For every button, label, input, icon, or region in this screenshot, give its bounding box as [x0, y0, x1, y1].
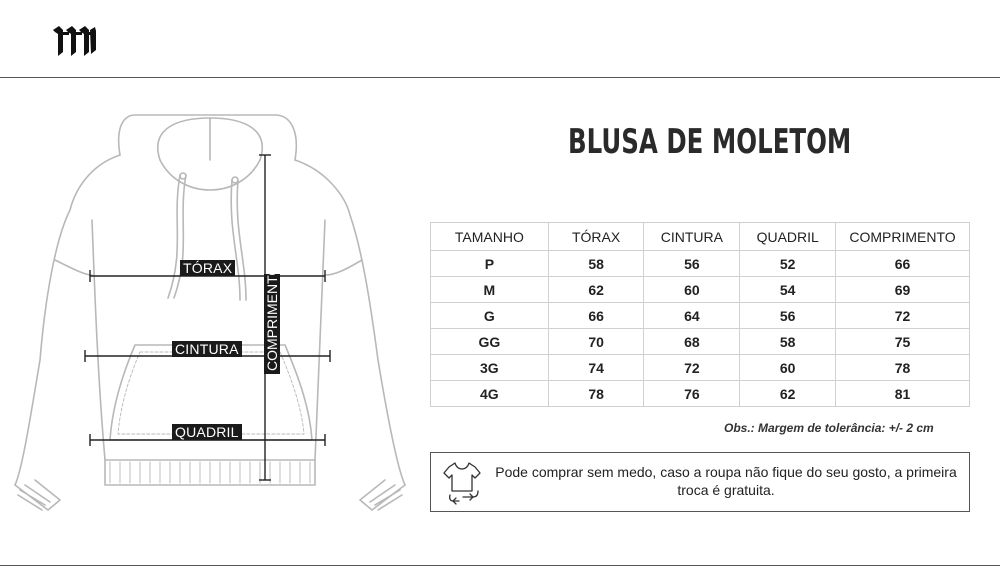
table-cell: 72 — [836, 303, 970, 329]
tshirt-exchange-icon — [441, 459, 485, 505]
table-cell: 56 — [644, 251, 740, 277]
table-cell: 52 — [740, 251, 836, 277]
table-cell: 4G — [431, 381, 549, 407]
column-header: TAMANHO — [431, 223, 549, 251]
column-header: QUADRIL — [740, 223, 836, 251]
chest-measure-label: TÓRAX — [180, 260, 235, 276]
bottom-divider — [0, 565, 1000, 566]
table-cell: 64 — [644, 303, 740, 329]
table-cell: M — [431, 277, 549, 303]
table-cell: 72 — [644, 355, 740, 381]
table-cell: 70 — [548, 329, 644, 355]
table-cell: G — [431, 303, 549, 329]
table-cell: GG — [431, 329, 549, 355]
table-cell: 62 — [548, 277, 644, 303]
table-cell: 78 — [548, 381, 644, 407]
table-cell: 3G — [431, 355, 549, 381]
table-cell: P — [431, 251, 549, 277]
table-cell: 60 — [644, 277, 740, 303]
table-cell: 78 — [836, 355, 970, 381]
table-cell: 62 — [740, 381, 836, 407]
table-cell: 76 — [644, 381, 740, 407]
exchange-note-text: Pode comprar sem medo, caso a roupa não fique do seu gosto, a primeira troca é gratuita. — [495, 464, 957, 498]
table-cell: 74 — [548, 355, 644, 381]
table-row — [431, 277, 970, 303]
table-cell: 81 — [836, 381, 970, 407]
table-cell: 56 — [740, 303, 836, 329]
table-header-row — [431, 223, 970, 251]
column-header: TÓRAX — [548, 223, 644, 251]
brand-logo-icon[interactable] — [50, 22, 98, 58]
hoodie-illustration — [0, 100, 420, 530]
column-header: COMPRIMENTO — [836, 223, 970, 251]
column-header: CINTURA — [644, 223, 740, 251]
length-measure-label: COMPRIMENTO — [264, 274, 280, 374]
table-cell: 68 — [644, 329, 740, 355]
table-cell: 75 — [836, 329, 970, 355]
table-row — [431, 329, 970, 355]
table-row — [431, 381, 970, 407]
table-row — [431, 355, 970, 381]
header-bar — [0, 0, 1000, 78]
exchange-note-box — [430, 452, 970, 512]
table-cell: 69 — [836, 277, 970, 303]
size-table — [430, 222, 970, 407]
table-cell: 66 — [836, 251, 970, 277]
table-row — [431, 303, 970, 329]
product-title: BLUSA DE MOLETOM — [568, 122, 852, 162]
tolerance-note: Obs.: Margem de tolerância: +/- 2 cm — [724, 421, 934, 435]
table-cell: 60 — [740, 355, 836, 381]
table-cell: 54 — [740, 277, 836, 303]
table-cell: 66 — [548, 303, 644, 329]
hip-measure-label: QUADRIL — [172, 424, 242, 440]
table-cell: 58 — [548, 251, 644, 277]
table-row — [431, 251, 970, 277]
table-cell: 58 — [740, 329, 836, 355]
waist-measure-label: CINTURA — [172, 341, 242, 357]
